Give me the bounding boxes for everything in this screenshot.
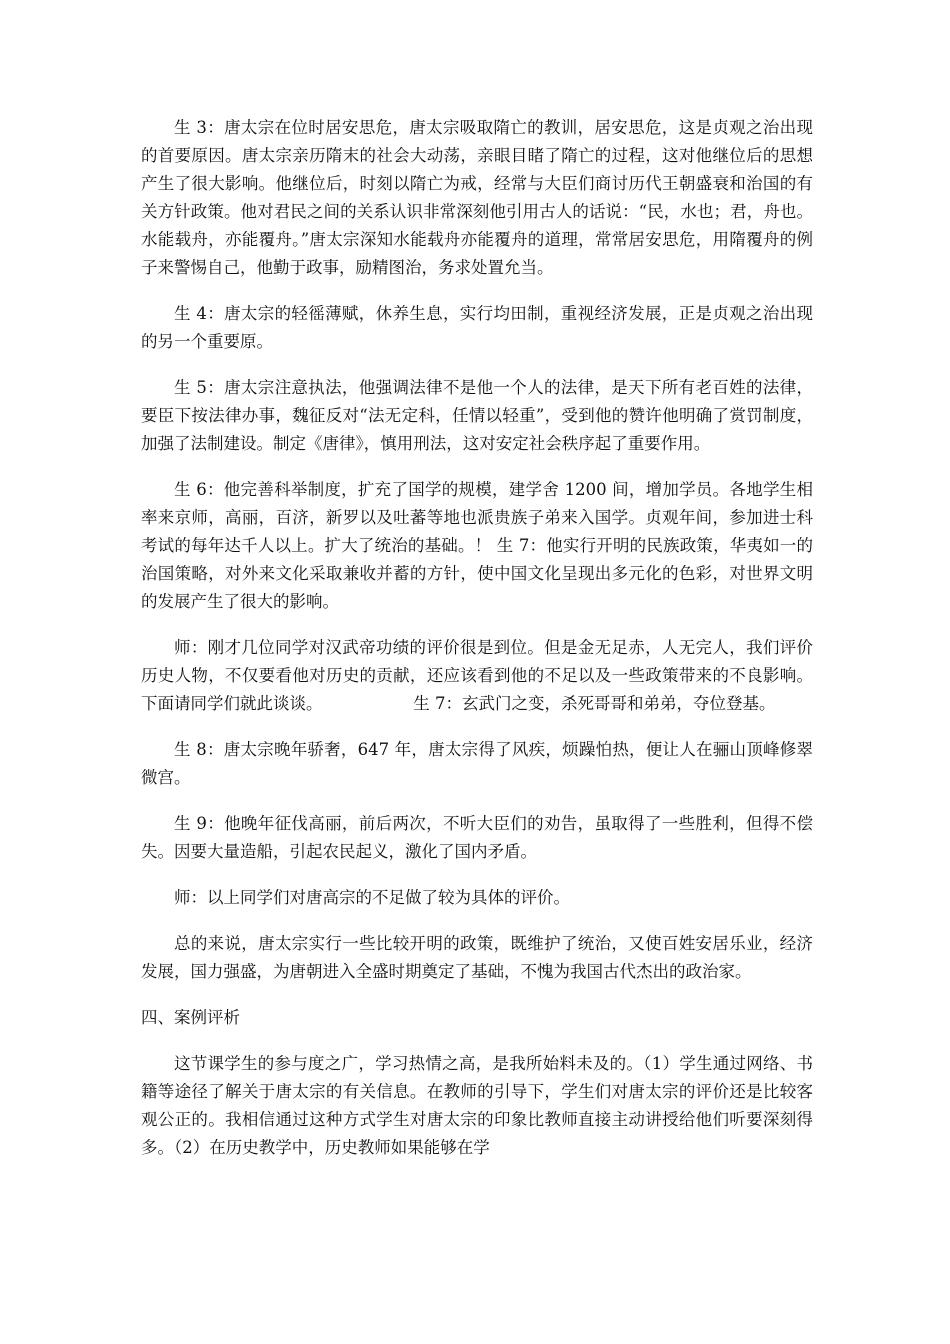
document-page [141,114,813,1180]
section-heading: 四、案例评析 [141,1008,240,1027]
paragraph-teacher-2: 师：以上同学们对唐高宗的不足做了较为具体的评价。 [174,888,570,907]
paragraph-analysis: 这节课学生的参与度之广，学习热情之高，是我所始料未及的。（1）学生通过网络、书籍等途径了解关于唐太宗的有关信息。在教师的引导下，学生们对唐太宗的评价还是比较客观公正的。我相信通过这种方式学生对唐太宗的印象比教师直接主动讲授给他们听要深刻得多。（2）在历史教学中，历史教师如果能够在学 [141,1054,813,1157]
paragraph-student-9: 生 9：他晚年征伐高丽，前后两次，不听大臣们的劝告，虽取得了一些胜利，但得不偿失。因要大量造船，引起农民起义，激化了国内矛盾。 [141,814,813,861]
paragraph-student-5: 生 5：唐太宗注意执法，他强调法律不是他一个人的法律，是天下所有老百姓的法律，要臣下按法律办事，魏征反对“法无定科，任情以轻重”，受到他的赞许他明确了赏罚制度，加强了法制建设。制定《唐律》，慎用刑法，这对安定社会秩序起了重要作用。 [141,378,813,453]
paragraph-student-8: 生 8：唐太宗晚年骄奢，647 年，唐太宗得了风疾，烦躁怕热，便让人在骊山顶峰修翠微宫。 [141,740,813,787]
paragraph-summary: 总的来说，唐太宗实行一些比较开明的政策，既维护了统治，又使百姓安居乐业，经济发展，国力强盛，为唐朝进入全盛时期奠定了基础，不愧为我国古代杰出的政治家。 [141,934,813,981]
paragraph-student-6-7: 生 6：他完善科举制度，扩充了国学的规模，建学舍 1200 间，增加学员。各地学生相率来京师，高丽，百济，新罗以及吐蕃等地也派贵族子弟来入国学。贞观年间，参加进士科考试的每年达千人以上。扩大了统治的基础。！ 生 7：他实行开明的民族政策，华夷如一的治国策略，对外来文化采取兼收并蓄的方针，使中国文化呈现出多元化的色彩，对世界文明的发展产生了很大的影响。 [141,480,813,611]
paragraph-teacher-1: 师：刚才几位同学对汉武帝功绩的评价很是到位。但是金无足赤，人无完人，我们评价历史人物，不仅要看他对历史的贡献，还应该看到他的不足以及一些政策带来的不良影响。下面请同学们就此谈谈。 生 7：玄武门之变，杀死哥哥和弟弟，夺位登基。 [141,638,813,713]
paragraph-student-4: 生 4：唐太宗的轻徭薄赋，休养生息，实行均田制，重视经济发展，正是贞观之治出现的另一个重要原。 [141,304,813,351]
paragraph-student-3: 生 3：唐太宗在位时居安思危，唐太宗吸取隋亡的教训，居安思危，这是贞观之治出现的首要原因。唐太宗亲历隋末的社会大动荡，亲眼目睹了隋亡的过程，这对他继位后的思想产生了很大影响。他继位后，时刻以隋亡为戒，经常与大臣们商讨历代王朝盛衰和治国的有关方针政策。他对君民之间的关系认识非常深刻他引用古人的话说：“民，水也；君，舟也。水能载舟，亦能覆舟。”唐太宗深知水能载舟亦能覆舟的道理，常常居安思危，用隋覆舟的例子来警惕自己，他勤于政事，励精图治，务求处置允当。 [141,118,813,277]
